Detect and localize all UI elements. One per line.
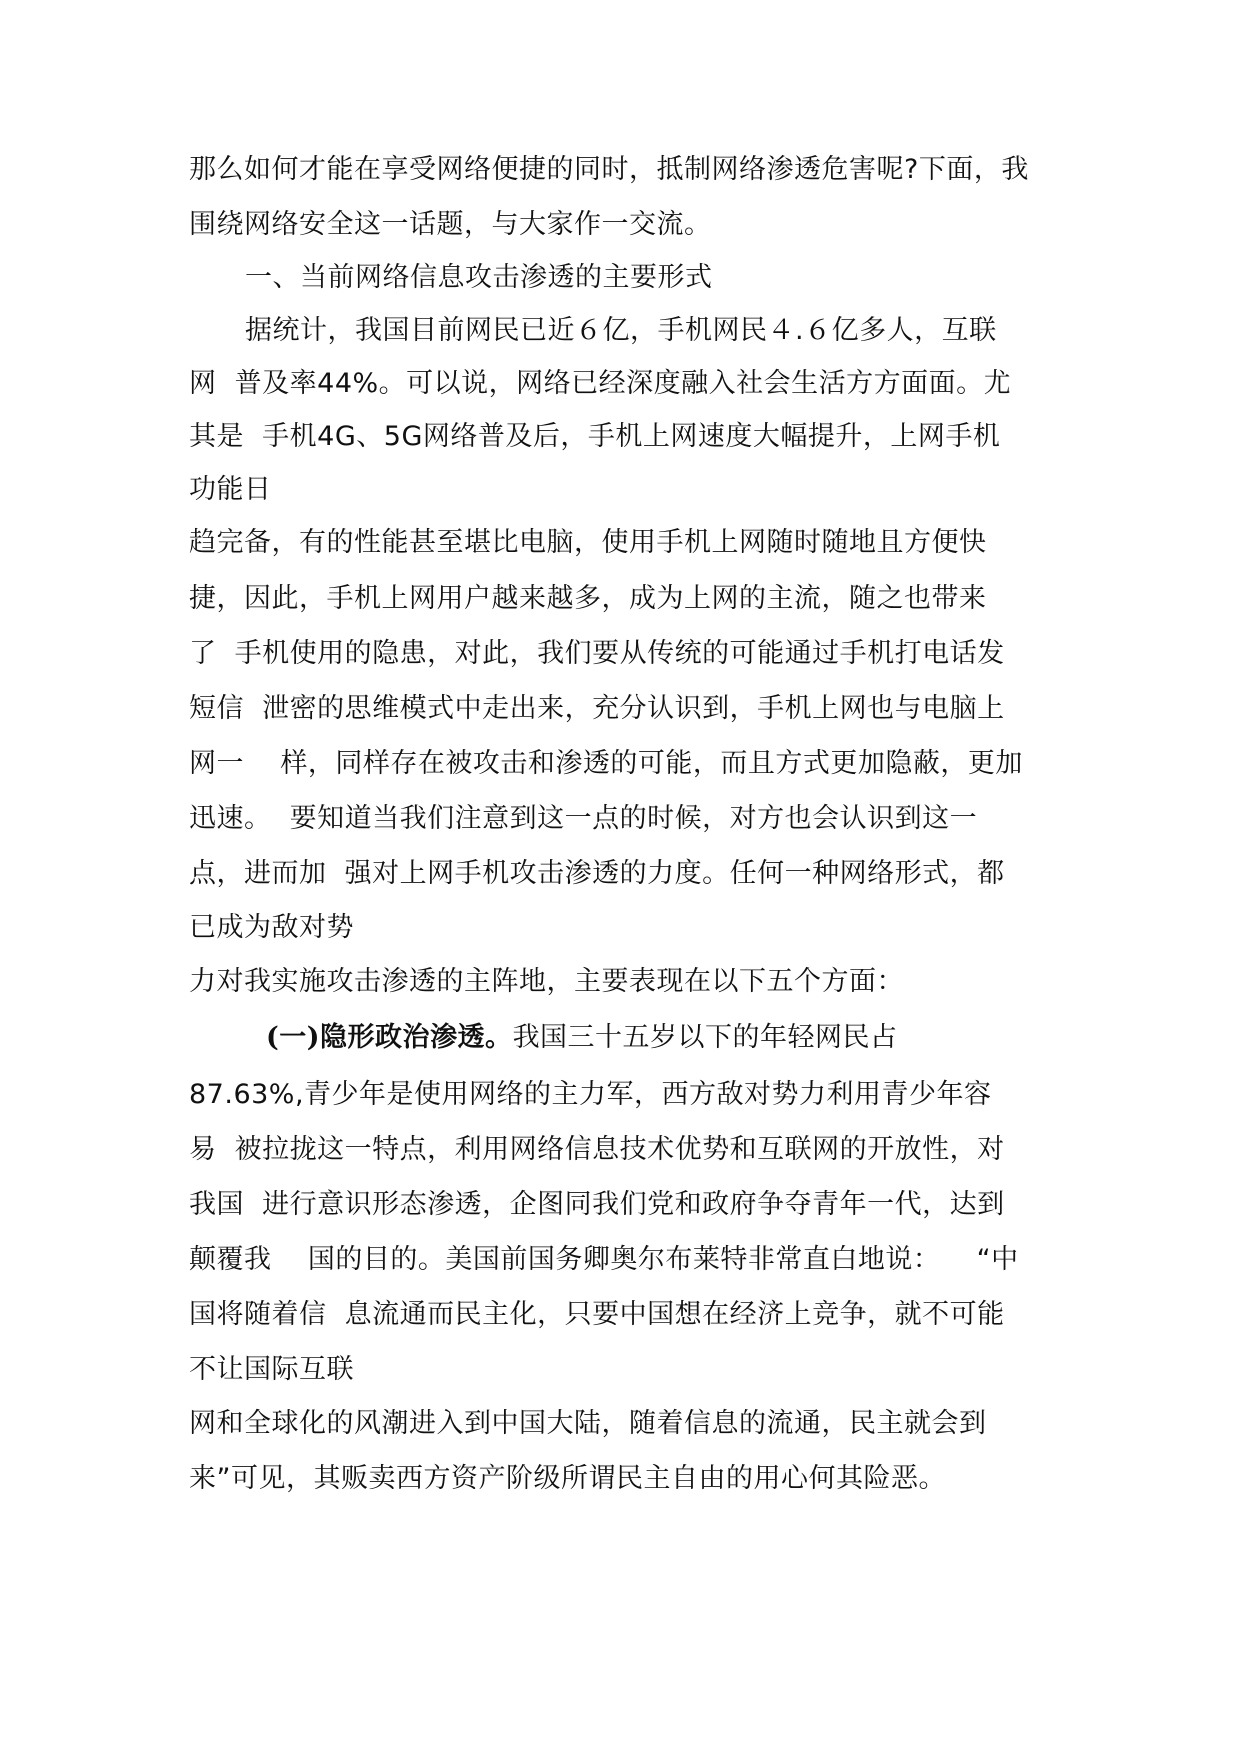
paragraph-line: 力对我实施攻击渗透的主阵地，主要表现在以下五个方面： [189,966,904,997]
paragraph-line: 网和全球化的风潮进入到中国大陆，随着信息的流通，民主就会到 [189,1408,987,1439]
paragraph-line: 网 普及率44%。可以说，网络已经深度融入社会生活方方面面。尤 [189,368,1012,399]
subsection-paragraph-line [266,1021,898,1055]
subsection-text: 我国三十五岁以下的年轻网民占 [512,1022,898,1053]
paragraph-line: 了 手机使用的隐患，对此，我们要从传统的可能通过手机打电话发 [189,638,1005,669]
paragraph-line: 不让国际互联 [189,1354,354,1385]
paragraph-line: 易 被拉拢这一特点，利用网络信息技术优势和互联网的开放性，对 [189,1134,1005,1165]
section-heading: 一、当前网络信息攻击渗透的主要形式 [245,262,713,293]
paragraph-line: 捷，因此，手机上网用户越来越多，成为上网的主流，随之也带来 [189,583,987,614]
paragraph-line: 其是 手机4G、5G网络普及后，手机上网速度大幅提升，上网手机 [189,421,1001,452]
paragraph-line: 趋完备，有的性能甚至堪比电脑，使用手机上网随时随地且方便快 [189,527,987,558]
paragraph-line: 功能日 [189,474,272,505]
paragraph-line: 来”可见，其贩卖西方资产阶级所谓民主自由的用心何其险恶。 [189,1463,946,1494]
paragraph-line: 国将随着信 息流通而民主化，只要中国想在经济上竞争，就不可能 [189,1299,1005,1330]
paragraph-line: 围绕网络安全这一话题，与大家作一交流。 [189,209,712,240]
paragraph-line: 短信 泄密的思维模式中走出来，充分认识到，手机上网也与电脑上 [189,693,1005,724]
paragraph-line: 已成为敌对势 [189,912,354,943]
subsection-heading: (一)隐形政治渗透。 [266,1022,513,1053]
paragraph-line: 87.63%,青少年是使用网络的主力军，西方敌对势力利用青少年容 [189,1079,992,1110]
paragraph-line: 据统计，我国目前网民已近６亿，手机网民４.６亿多人，互联 [245,315,997,346]
paragraph-line: 我国 进行意识形态渗透，企图同我们党和政府争夺青年一代，达到 [189,1189,1005,1220]
paragraph-line: 点，进而加 强对上网手机攻击渗透的力度。任何一种网络形式，都 [189,858,1005,889]
paragraph-line: 那么如何才能在享受网络便捷的同时，抵制网络渗透危害呢?下面，我 [189,154,1029,185]
paragraph-line: 颠覆我 国的目的。美国前国务卿奥尔布莱特非常直白地说： “中 [189,1244,1019,1275]
paragraph-line: 网一 样，同样存在被攻击和渗透的可能，而且方式更加隐蔽，更加 [189,748,1023,779]
paragraph-line: 迅速。 要知道当我们注意到这一点的时候，对方也会认识到这一 [189,803,978,834]
